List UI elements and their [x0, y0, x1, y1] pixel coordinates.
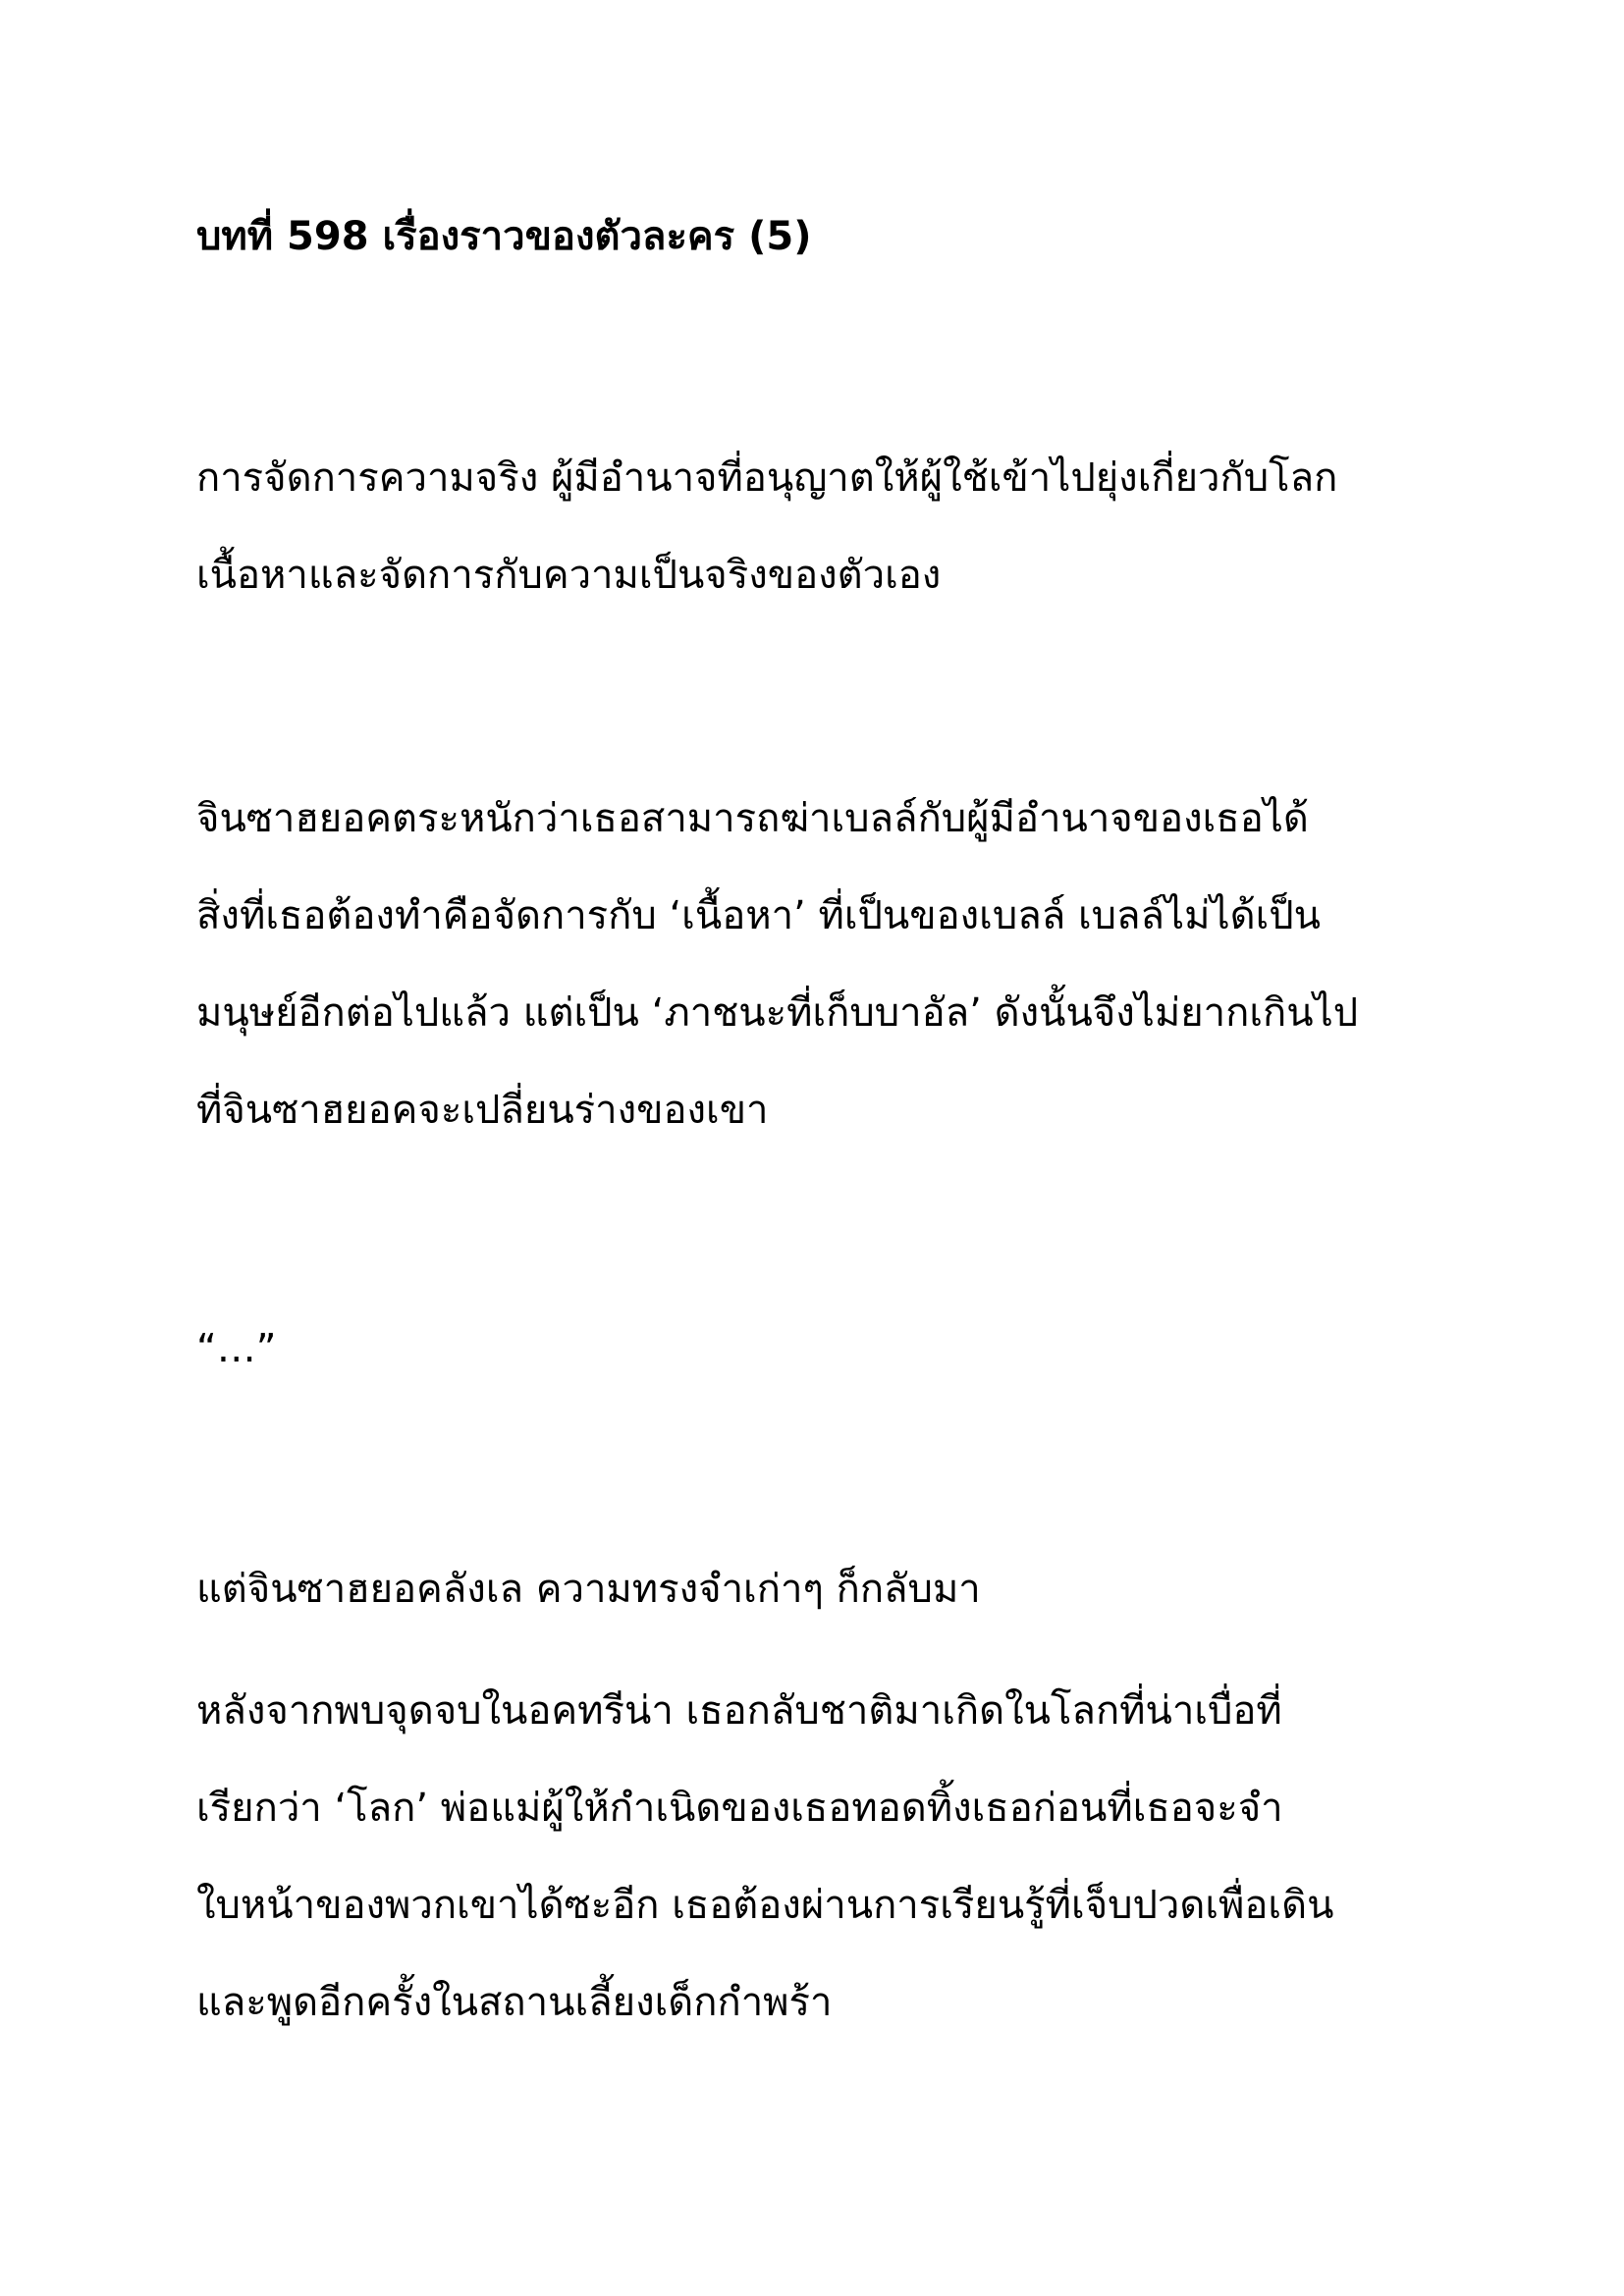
paragraph-line: ที่จินซาฮยอคจะเปลี่ยนร่างของเขา: [196, 1088, 769, 1133]
paragraph-line: จินซาฮยอคตระหนักว่าเธอสามารถฆ่าเบลล์กับผู้มีอำนาจของเธอได้: [196, 796, 1309, 841]
chapter-title: บทที่ 598 เรื่องราวของตัวละคร (5): [196, 214, 812, 259]
paragraph-memories: [196, 1681, 1473, 2033]
paragraph-line: การจัดการความจริง ผู้มีอำนาจที่อนุญาตให้ผู้ใช้เข้าไปยุ่งเกี่ยวกับโลก: [196, 455, 1338, 501]
paragraph-jin-realizes: [196, 788, 1473, 1141]
paragraph-line: แต่จินซาฮยอคลังเล ความทรงจำเก่าๆ ก็กลับมา: [196, 1567, 981, 1612]
paragraph-hesitation: [196, 1559, 1473, 1620]
paragraph-reality-manipulation: [196, 448, 1473, 606]
paragraph-line: สิ่งที่เธอต้องทำคือจัดการกับ ‘เนื้อหา’ ที่เป็นของเบลล์ เบลล์ไม่ได้เป็น: [196, 893, 1322, 938]
paragraph-line: เนื้อหาและจัดการกับความเป็นจริงของตัวเอง: [196, 553, 942, 598]
paragraph-line: หลังจากพบจุดจบในอคทรีน่า เธอกลับชาติมาเกิดในโลกที่น่าเบื่อที่: [196, 1688, 1282, 1734]
paragraph-line: ใบหน้าของพวกเขาได้ซะอีก เธอต้องผ่านการเรียนรู้ที่เจ็บปวดเพื่อเดิน: [196, 1883, 1334, 1928]
paragraph-line: มนุษย์อีกต่อไปแล้ว แต่เป็น ‘ภาชนะที่เก็บบาอัล’ ดังนั้นจึงไม่ยากเกินไป: [196, 990, 1359, 1036]
paragraph-line: และพูดอีกครั้งในสถานเลี้ยงเด็กกำพร้า: [196, 1980, 833, 2025]
paragraph-ellipsis-dialogue: [196, 1318, 1473, 1379]
dialogue-line: “…”: [196, 1326, 277, 1371]
paragraph-line: เรียกว่า ‘โลก’ พ่อแม่ผู้ให้กำเนิดของเธอทอดทิ้งเธอก่อนที่เธอจะจำ: [196, 1786, 1283, 1831]
